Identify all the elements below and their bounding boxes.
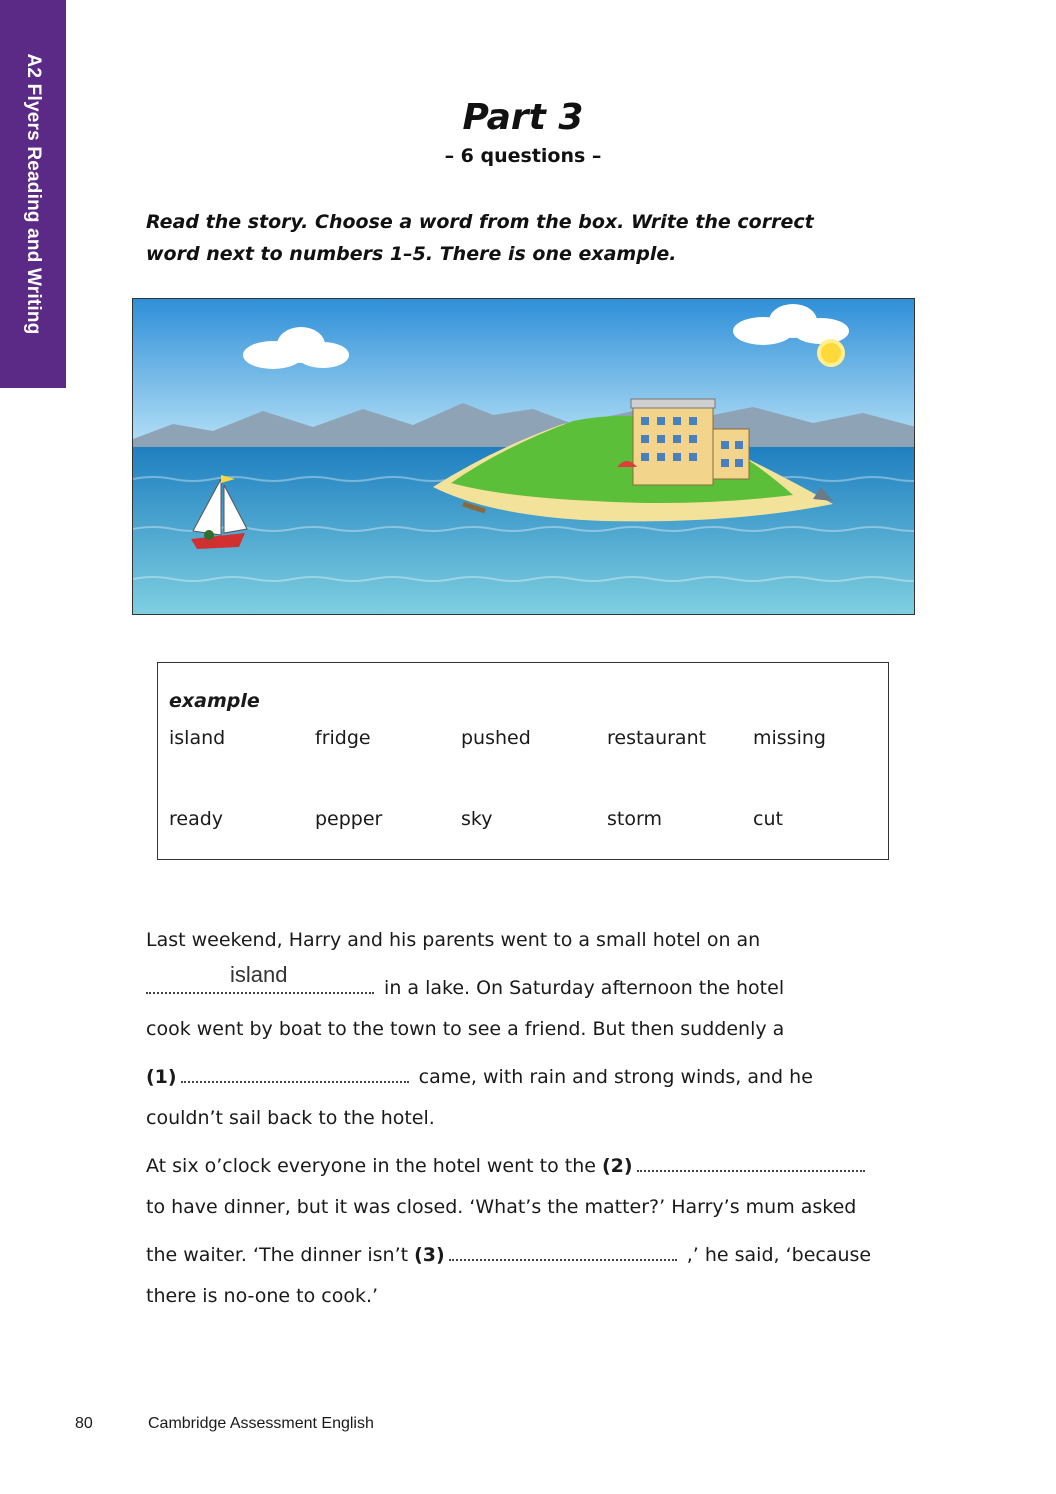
word-box-word: cut: [753, 808, 783, 830]
question-1-label: (1): [146, 1066, 177, 1088]
story-line: to have dinner, but it was closed. ‘What’s the matter?’ Harry’s mum asked: [146, 1196, 857, 1218]
sun-icon: [819, 341, 843, 365]
word-box-word: pepper: [315, 808, 383, 830]
instructions: [146, 206, 906, 270]
part-subtitle: – 6 questions –: [444, 145, 602, 167]
side-tab-label: A2 Flyers Reading and Writing: [23, 53, 44, 335]
story-line: Last weekend, Harry and his parents went to a small hotel on an: [146, 929, 761, 951]
question-3-blank[interactable]: [449, 1241, 677, 1261]
example-answer: island: [230, 962, 288, 987]
story-line: [146, 1152, 916, 1177]
part-title: Part 3: [462, 97, 584, 138]
word-box-word: island: [169, 727, 226, 749]
word-box: [157, 662, 889, 860]
story-line: cook went by boat to the town to see a friend. But then suddenly a: [146, 1018, 785, 1040]
story-line: [146, 1063, 916, 1088]
word-box-word: ready: [169, 808, 224, 830]
word-box-word: restaurant: [607, 727, 707, 749]
story-text: in a lake. On Saturday afternoon the hotel: [384, 977, 785, 999]
question-2-blank[interactable]: [637, 1152, 865, 1172]
word-box-word: pushed: [461, 727, 531, 749]
side-tab: [0, 0, 66, 388]
word-box-word: fridge: [315, 727, 371, 749]
story-line: [146, 962, 916, 999]
story-line: couldn’t sail back to the hotel.: [146, 1107, 435, 1129]
story-text: At six o’clock everyone in the hotel went to the: [146, 1155, 596, 1177]
page-number: 80: [75, 1415, 93, 1432]
word-box-word: missing: [753, 727, 826, 749]
island-illustration: [132, 298, 915, 615]
story-line: [146, 1241, 916, 1266]
instructions-line-2: word next to numbers 1–5. There is one example.: [146, 243, 677, 265]
question-3-label: (3): [414, 1244, 445, 1266]
story-text: the waiter. ‘The dinner isn’t: [146, 1244, 409, 1266]
story-line: there is no-one to cook.’: [146, 1285, 379, 1307]
story-text: came, with rain and strong winds, and he: [418, 1066, 813, 1088]
word-box-word: sky: [461, 808, 493, 830]
footer-publisher: Cambridge Assessment English: [148, 1415, 374, 1432]
question-2-label: (2): [602, 1155, 633, 1177]
story-text: ,’ he said, ‘because: [686, 1244, 872, 1266]
question-1-blank[interactable]: [181, 1063, 409, 1083]
word-box-example-label: example: [169, 690, 260, 712]
word-box-word: storm: [607, 808, 662, 830]
example-answer-blank: [146, 962, 374, 994]
instructions-line-1: Read the story. Choose a word from the box. Write the correct: [146, 211, 814, 233]
